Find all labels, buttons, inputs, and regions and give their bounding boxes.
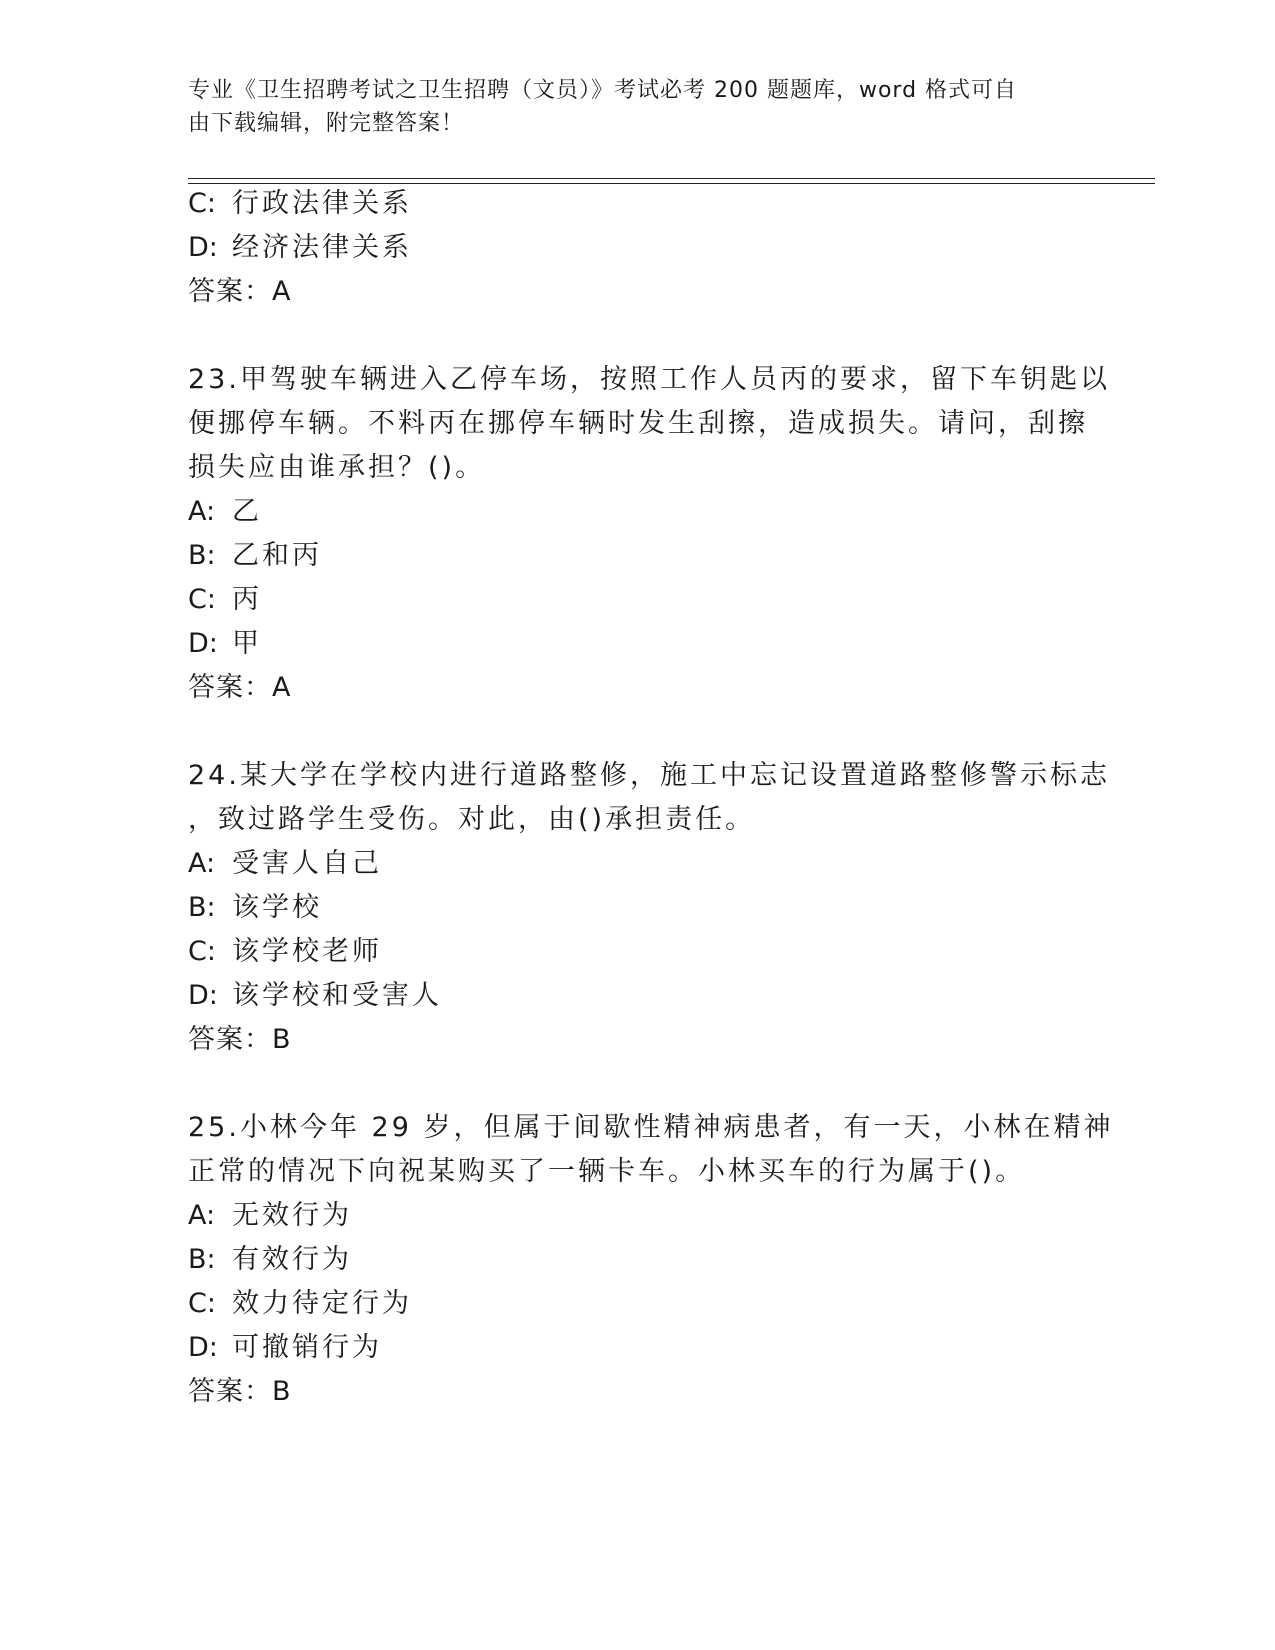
- option-text: 受害人自己: [232, 848, 382, 879]
- option-text: 甲: [232, 628, 262, 659]
- option-d: [188, 230, 412, 266]
- option-key: B:: [188, 1244, 216, 1275]
- question-24-option-d: [188, 978, 442, 1014]
- option-key: A:: [188, 1200, 216, 1231]
- option-text: 效力待定行为: [232, 1288, 412, 1319]
- question-23-stem-line-1: 23.甲驾驶车辆进入乙停车场，按照工作人员丙的要求，留下车钥匙以: [188, 364, 1110, 395]
- question-23-stem-line-2: 便挪停车辆。不料丙在挪停车辆时发生刮擦，造成损失。请问，刮擦: [188, 408, 1088, 439]
- option-key: B:: [188, 892, 216, 923]
- question-25-option-a: [188, 1198, 352, 1234]
- question-24-stem-line-1: 24.某大学在学校内进行道路整修，施工中忘记设置道路整修警示标志: [188, 760, 1110, 791]
- question-24-option-b: [188, 890, 322, 926]
- option-text: 乙和丙: [232, 540, 322, 571]
- option-text: 该学校: [232, 892, 322, 923]
- question-23-option-a: [188, 494, 262, 530]
- option-key: D:: [188, 980, 218, 1011]
- question-23-stem-line-3: 损失应由谁承担？()。: [188, 452, 486, 483]
- header-divider-top: [188, 178, 1155, 179]
- option-key: D:: [188, 232, 218, 263]
- option-key: A:: [188, 496, 216, 527]
- question-25-option-b: [188, 1242, 352, 1278]
- option-key: D:: [188, 1332, 218, 1363]
- question-25-option-d: [188, 1330, 382, 1366]
- option-text: 经济法律关系: [232, 232, 412, 263]
- header-line-2: 由下载编辑，附完整答案！: [188, 111, 465, 136]
- question-25-option-c: [188, 1286, 412, 1322]
- header-divider-bottom: [188, 183, 1155, 184]
- option-key: B:: [188, 540, 216, 571]
- option-key: A:: [188, 848, 216, 879]
- question-24-option-c: [188, 934, 382, 970]
- header-line-1: 专业《卫生招聘考试之卫生招聘（文员）》考试必考 200 题题库，word 格式可自: [188, 78, 1018, 103]
- question-25-stem-line-2: 正常的情况下向祝某购买了一辆卡车。小林买车的行为属于()。: [188, 1156, 1026, 1187]
- question-23-option-d: [188, 626, 262, 662]
- option-text: 无效行为: [232, 1200, 352, 1231]
- question-24-stem-line-2: ，致过路学生受伤。对此，由()承担责任。: [188, 804, 756, 835]
- option-key: C:: [188, 1288, 216, 1319]
- option-key: D:: [188, 628, 218, 659]
- option-key: C:: [188, 188, 216, 219]
- question-24-answer: 答案：B: [188, 1024, 292, 1055]
- option-key: C:: [188, 936, 216, 967]
- option-text: 可撤销行为: [232, 1332, 382, 1363]
- question-23-option-b: [188, 538, 322, 574]
- document-header: [188, 74, 1068, 140]
- question-25-stem-line-1: 25.小林今年 29 岁，但属于间歇性精神病患者，有一天，小林在精神: [188, 1112, 1114, 1143]
- option-text: 有效行为: [232, 1244, 352, 1275]
- option-text: 乙: [232, 496, 262, 527]
- option-text: 丙: [232, 584, 262, 615]
- option-key: C:: [188, 584, 216, 615]
- option-text: 行政法律关系: [232, 188, 412, 219]
- option-text: 该学校老师: [232, 936, 382, 967]
- answer-line: 答案：A: [188, 276, 292, 307]
- option-text: 该学校和受害人: [232, 980, 442, 1011]
- question-23-answer: 答案：A: [188, 672, 292, 703]
- question-23-option-c: [188, 582, 262, 618]
- question-24-option-a: [188, 846, 382, 882]
- question-25-answer: 答案：B: [188, 1376, 292, 1407]
- option-c: [188, 186, 412, 222]
